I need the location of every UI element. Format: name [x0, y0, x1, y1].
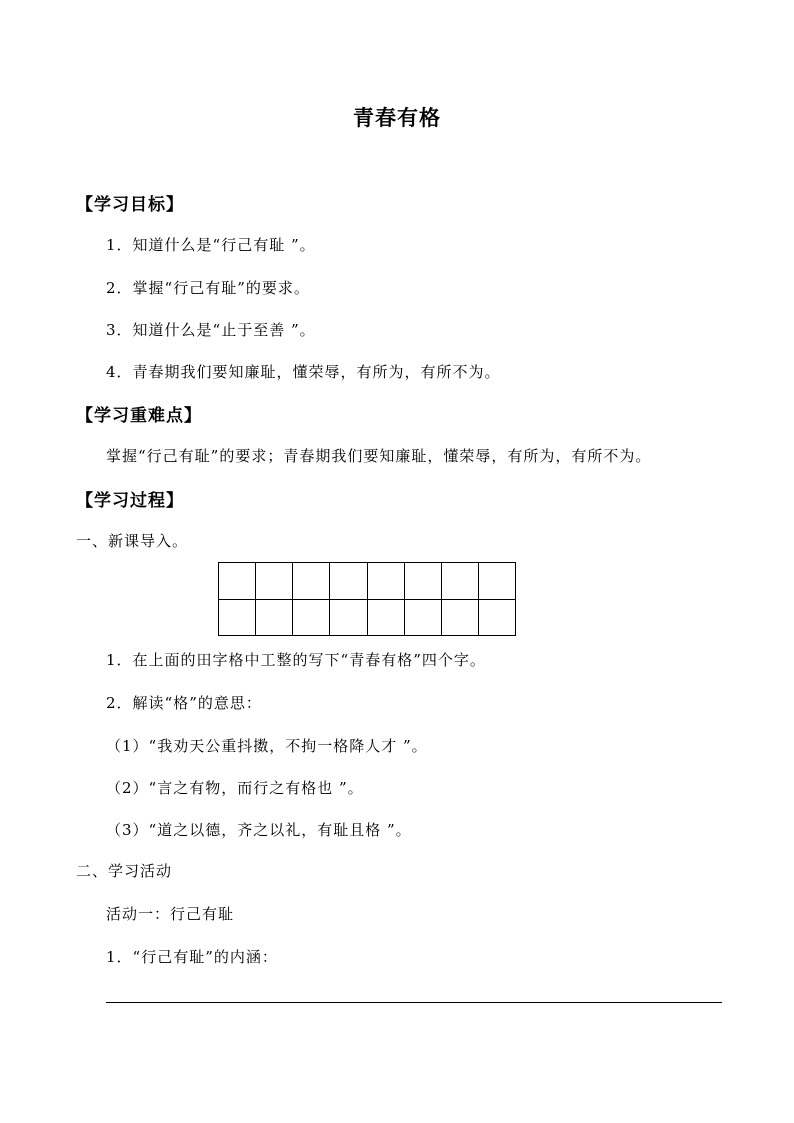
grid-cell[interactable] [442, 600, 479, 637]
grid-cell[interactable] [368, 600, 405, 637]
answer-line[interactable] [106, 1002, 722, 1003]
quote-1: （1）“我劝天公重抖擞，不拘一格降人才 ”。 [106, 737, 428, 755]
objective-item-1: 1．知道什么是“行己有耻 ”。 [106, 236, 316, 254]
grid-cell[interactable] [330, 600, 367, 637]
objectives-heading: 【学习目标】 [76, 195, 184, 215]
grid-cell[interactable] [405, 563, 442, 600]
grid-cell[interactable] [405, 600, 442, 637]
grid-cell[interactable] [330, 563, 367, 600]
grid-cell[interactable] [293, 563, 330, 600]
grid-cell[interactable] [256, 600, 293, 637]
part2-heading: 二、学习活动 [76, 862, 173, 880]
objective-item-4: 4．青春期我们要知廉耻，懂荣辱，有所为，有所不为。 [106, 363, 501, 381]
part1-task-2: 2．解读“格”的意思： [106, 694, 262, 712]
grid-cell[interactable] [256, 563, 293, 600]
question-1: 1．“行己有耻”的内涵： [106, 948, 278, 966]
quote-3: （3）“道之以德，齐之以礼，有耻且格 ”。 [106, 821, 412, 839]
key-points-heading: 【学习重难点】 [76, 406, 202, 426]
page-title: 青春有格 [353, 105, 441, 130]
grid-cell[interactable] [219, 600, 256, 637]
activity-1-title: 活动一：行己有耻 [106, 905, 235, 923]
grid-cell[interactable] [479, 563, 516, 600]
objective-item-3: 3．知道什么是“止于至善 ”。 [106, 321, 316, 339]
part1-heading: 一、新课导入。 [76, 532, 189, 550]
grid-cell[interactable] [219, 563, 256, 600]
part1-task-1: 1．在上面的田字格中工整的写下“青春有格”四个字。 [106, 651, 486, 669]
process-heading: 【学习过程】 [76, 491, 184, 511]
grid-cell[interactable] [368, 563, 405, 600]
grid-cell[interactable] [479, 600, 516, 637]
key-points-text: 掌握“行己有耻”的要求；青春期我们要知廉耻，懂荣辱，有所为，有所不为。 [106, 447, 652, 465]
grid-cell[interactable] [442, 563, 479, 600]
writing-grid [218, 562, 516, 636]
grid-cell[interactable] [293, 600, 330, 637]
objective-item-2: 2．掌握“行己有耻”的要求。 [106, 279, 310, 297]
quote-2: （2）“言之有物，而行之有格也 ”。 [106, 779, 364, 797]
